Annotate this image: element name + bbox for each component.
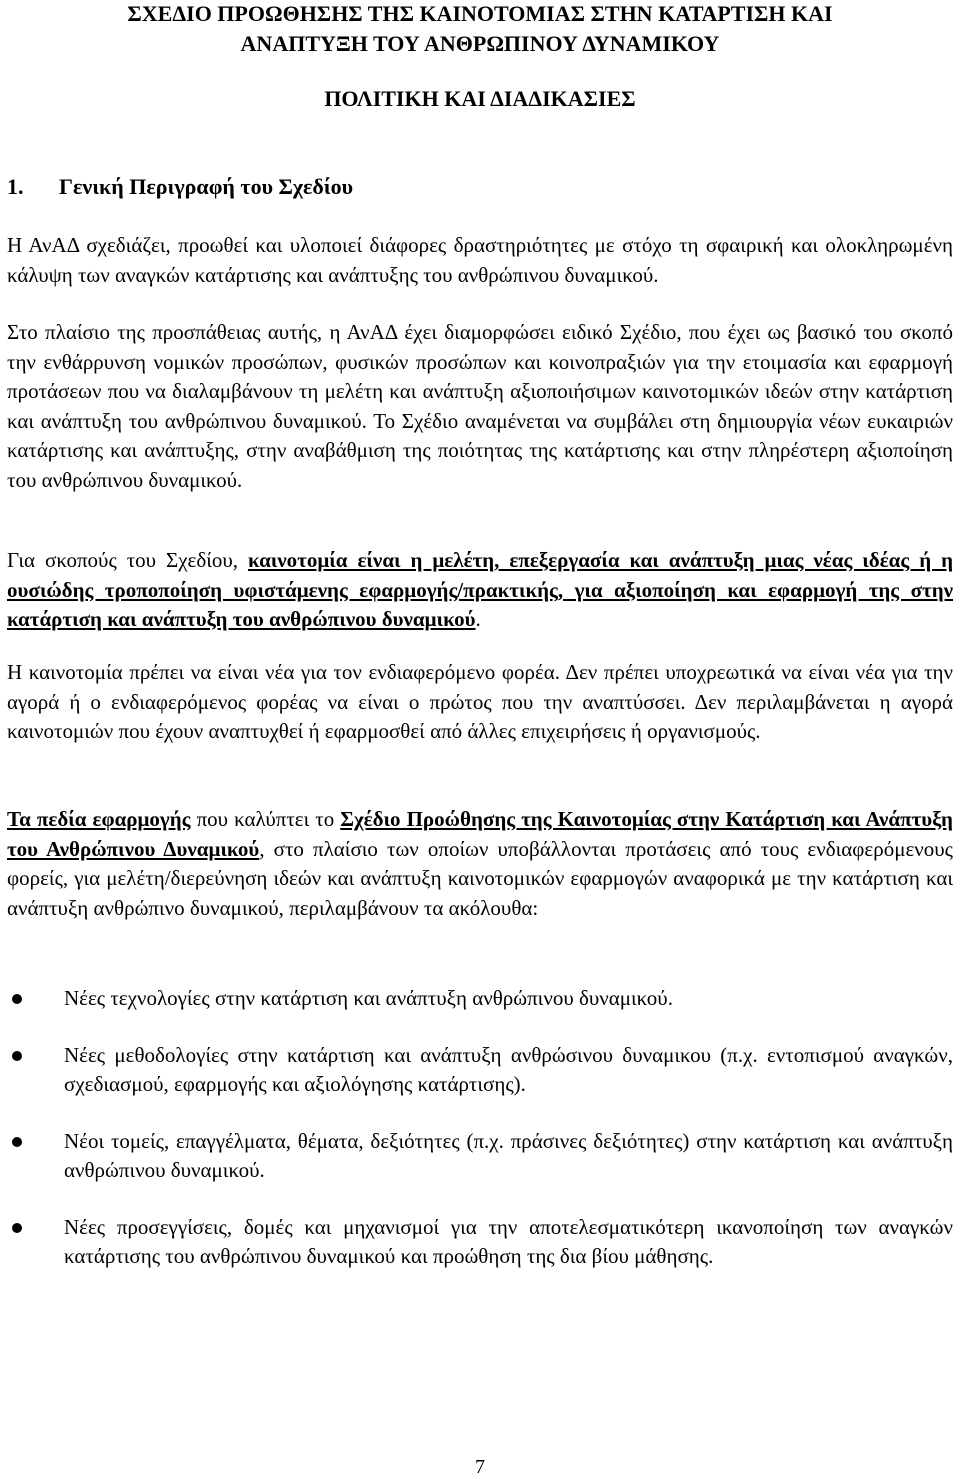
fields-bold-label: Τα πεδία εφαρμογής	[7, 807, 191, 831]
paragraph-intro: Η ΑνΑΔ σχεδιάζει, προωθεί και υλοποιεί διάφορες δραστηριότητες με στόχο τη σφαιρική και ολοκληρωμένη κάλυψη των αναγκών κατάρτισης και ανάπτυξης του ανθρώπινου δυναμικού.	[7, 233, 953, 287]
section-title: Γενική Περιγραφή του Σχεδίου	[59, 174, 354, 199]
fields-mid-text: που καλύπτει το	[190, 807, 341, 831]
definition-bold: καινοτομία είναι η μελέτη, επεξεργασία και ανάπτυξη μιας νέας ιδέας ή η ουσιώδης τροποποίηση υφιστάμενης εφαρμογής/πρακτικής, για αξιοποίηση και εφαρμογή της στην κατάρτιση και ανάπτυξη του ανθρώπινου δυναμικού	[7, 548, 953, 631]
document-title-line-2: ΑΝΑΠΤΥΞΗ ΤΟΥ ΑΝΘΡΩΠΙΝΟΥ ΔΥΝΑΜΙΚΟΥ	[240, 31, 720, 56]
list-item-text: Νέες τεχνολογίες στην κατάρτιση και ανάπτυξη ανθρώπινου δυναμικού.	[64, 986, 673, 1010]
paragraph-innovation-novelty: Η καινοτομία πρέπει να είναι νέα για τον ενδιαφερόμενο φορέα. Δεν πρέπει υποχρεωτικά να είναι νέα για την αγορά ή ο ενδιαφερόμενος φορέας να είναι ο πρώτος που την αναπτύσσει. Δεν περιλαμβάνεται η αγορά καινοτομιών που έχουν αναπτυχθεί ή εφαρμοσθεί από άλλες επιχειρήσεις ή οργανισμούς.	[7, 660, 953, 743]
bullet-icon	[12, 1051, 22, 1061]
document-title-line-1: ΣΧΕΔΙΟ ΠΡΟΩΘΗΣΗΣ ΤΗΣ ΚΑΙΝΟΤΟΜΙΑΣ ΣΤΗΝ ΚΑΤΑΡΤΙΣΗ ΚΑΙ	[127, 1, 833, 26]
paragraph-innovation-definition	[7, 546, 953, 635]
fields-rest-text: , στο πλαίσιο των οποίων υποβάλλονται προτάσεις από τους ενδιαφερόμενους φορείς, για μελέτη/διερεύνηση ιδεών και ανάπτυξη καινοτομικών εφαρμογών αναφορικά με την κατάρτιση και ανάπτυξη ανθρώπινο δυναμικού, περιλαμβάνουν τα ακόλουθα:	[7, 836, 953, 920]
list-item	[7, 1041, 953, 1100]
page-number: 7	[475, 1456, 485, 1478]
section-number: 1.	[7, 174, 24, 199]
paragraph-plan-purpose: Στο πλαίσιο της προσπάθειας αυτής, η ΑνΑΔ έχει διαμορφώσει ειδικό Σχέδιο, που έχει ως βασικό του σκοπό την ενθάρρυνση νομικών προσώπων, φυσικών προσώπων και κοινοπραξιών για την ετοιμασία και εφαρμογή προτάσεων που να διαλαμβάνουν τη μελέτη και ανάπτυξη αξιοποιήσιμων καινοτομικών ιδεών στην κατάρτιση και ανάπτυξη του ανθρώπινου δυναμικού. Το Σχέδιο αναμένεται να συμβάλει στη δημιουργία νέων ευκαιριών κατάρτισης και ανάπτυξης, στην αναβάθμιση της ποιότητας της κατάρτισης και στην πληρέστερη αξιοποίηση του ανθρώπινου δυναμικού.	[7, 320, 953, 492]
bullet-icon	[12, 994, 22, 1004]
fields-plan-name: Σχέδιο Προώθησης της Καινοτομίας στην Κατάρτιση και Ανάπτυξη του Ανθρώπινου Δυναμικού	[7, 807, 953, 861]
list-item	[7, 1127, 953, 1186]
list-item-text: Νέες μεθοδολογίες στην κατάρτιση και ανάπτυξη ανθρώσινου δυναμικου (π.χ. εντοπισμού αναγκών, σχεδιασμού, εφαρμογής και αξιολόγησης κατάρτισης).	[64, 1042, 953, 1096]
document-subtitle: ΠΟΛΙΤΙΚΗ ΚΑΙ ΔΙΑΔΙΚΑΣΙΕΣ	[324, 86, 636, 111]
definition-end: .	[475, 607, 481, 631]
list-item-text: Νέες προσεγγίσεις, δομές και μηχανισμοί για την αποτελεσματικότερη ικανοποίηση των αναγκών κατάρτισης του ανθρώπινου δυναμικού και προώθηση της δια βίου μάθησης.	[64, 1214, 953, 1268]
list-item	[7, 984, 953, 1014]
list-item-text: Νέοι τομείς, επαγγέλματα, θέματα, δεξιότητες (π.χ. πράσινες δεξιότητες) στην κατάρτιση και ανάπτυξη ανθρώπινου δυναμικού.	[64, 1128, 953, 1182]
bullet-icon	[12, 1223, 22, 1233]
section-heading	[7, 172, 353, 202]
bullet-icon	[12, 1137, 22, 1147]
paragraph-application-fields	[7, 805, 953, 923]
definition-intro: Για σκοπούς του Σχεδίου,	[7, 548, 249, 572]
application-fields-list	[7, 984, 953, 1299]
list-item	[7, 1213, 953, 1272]
